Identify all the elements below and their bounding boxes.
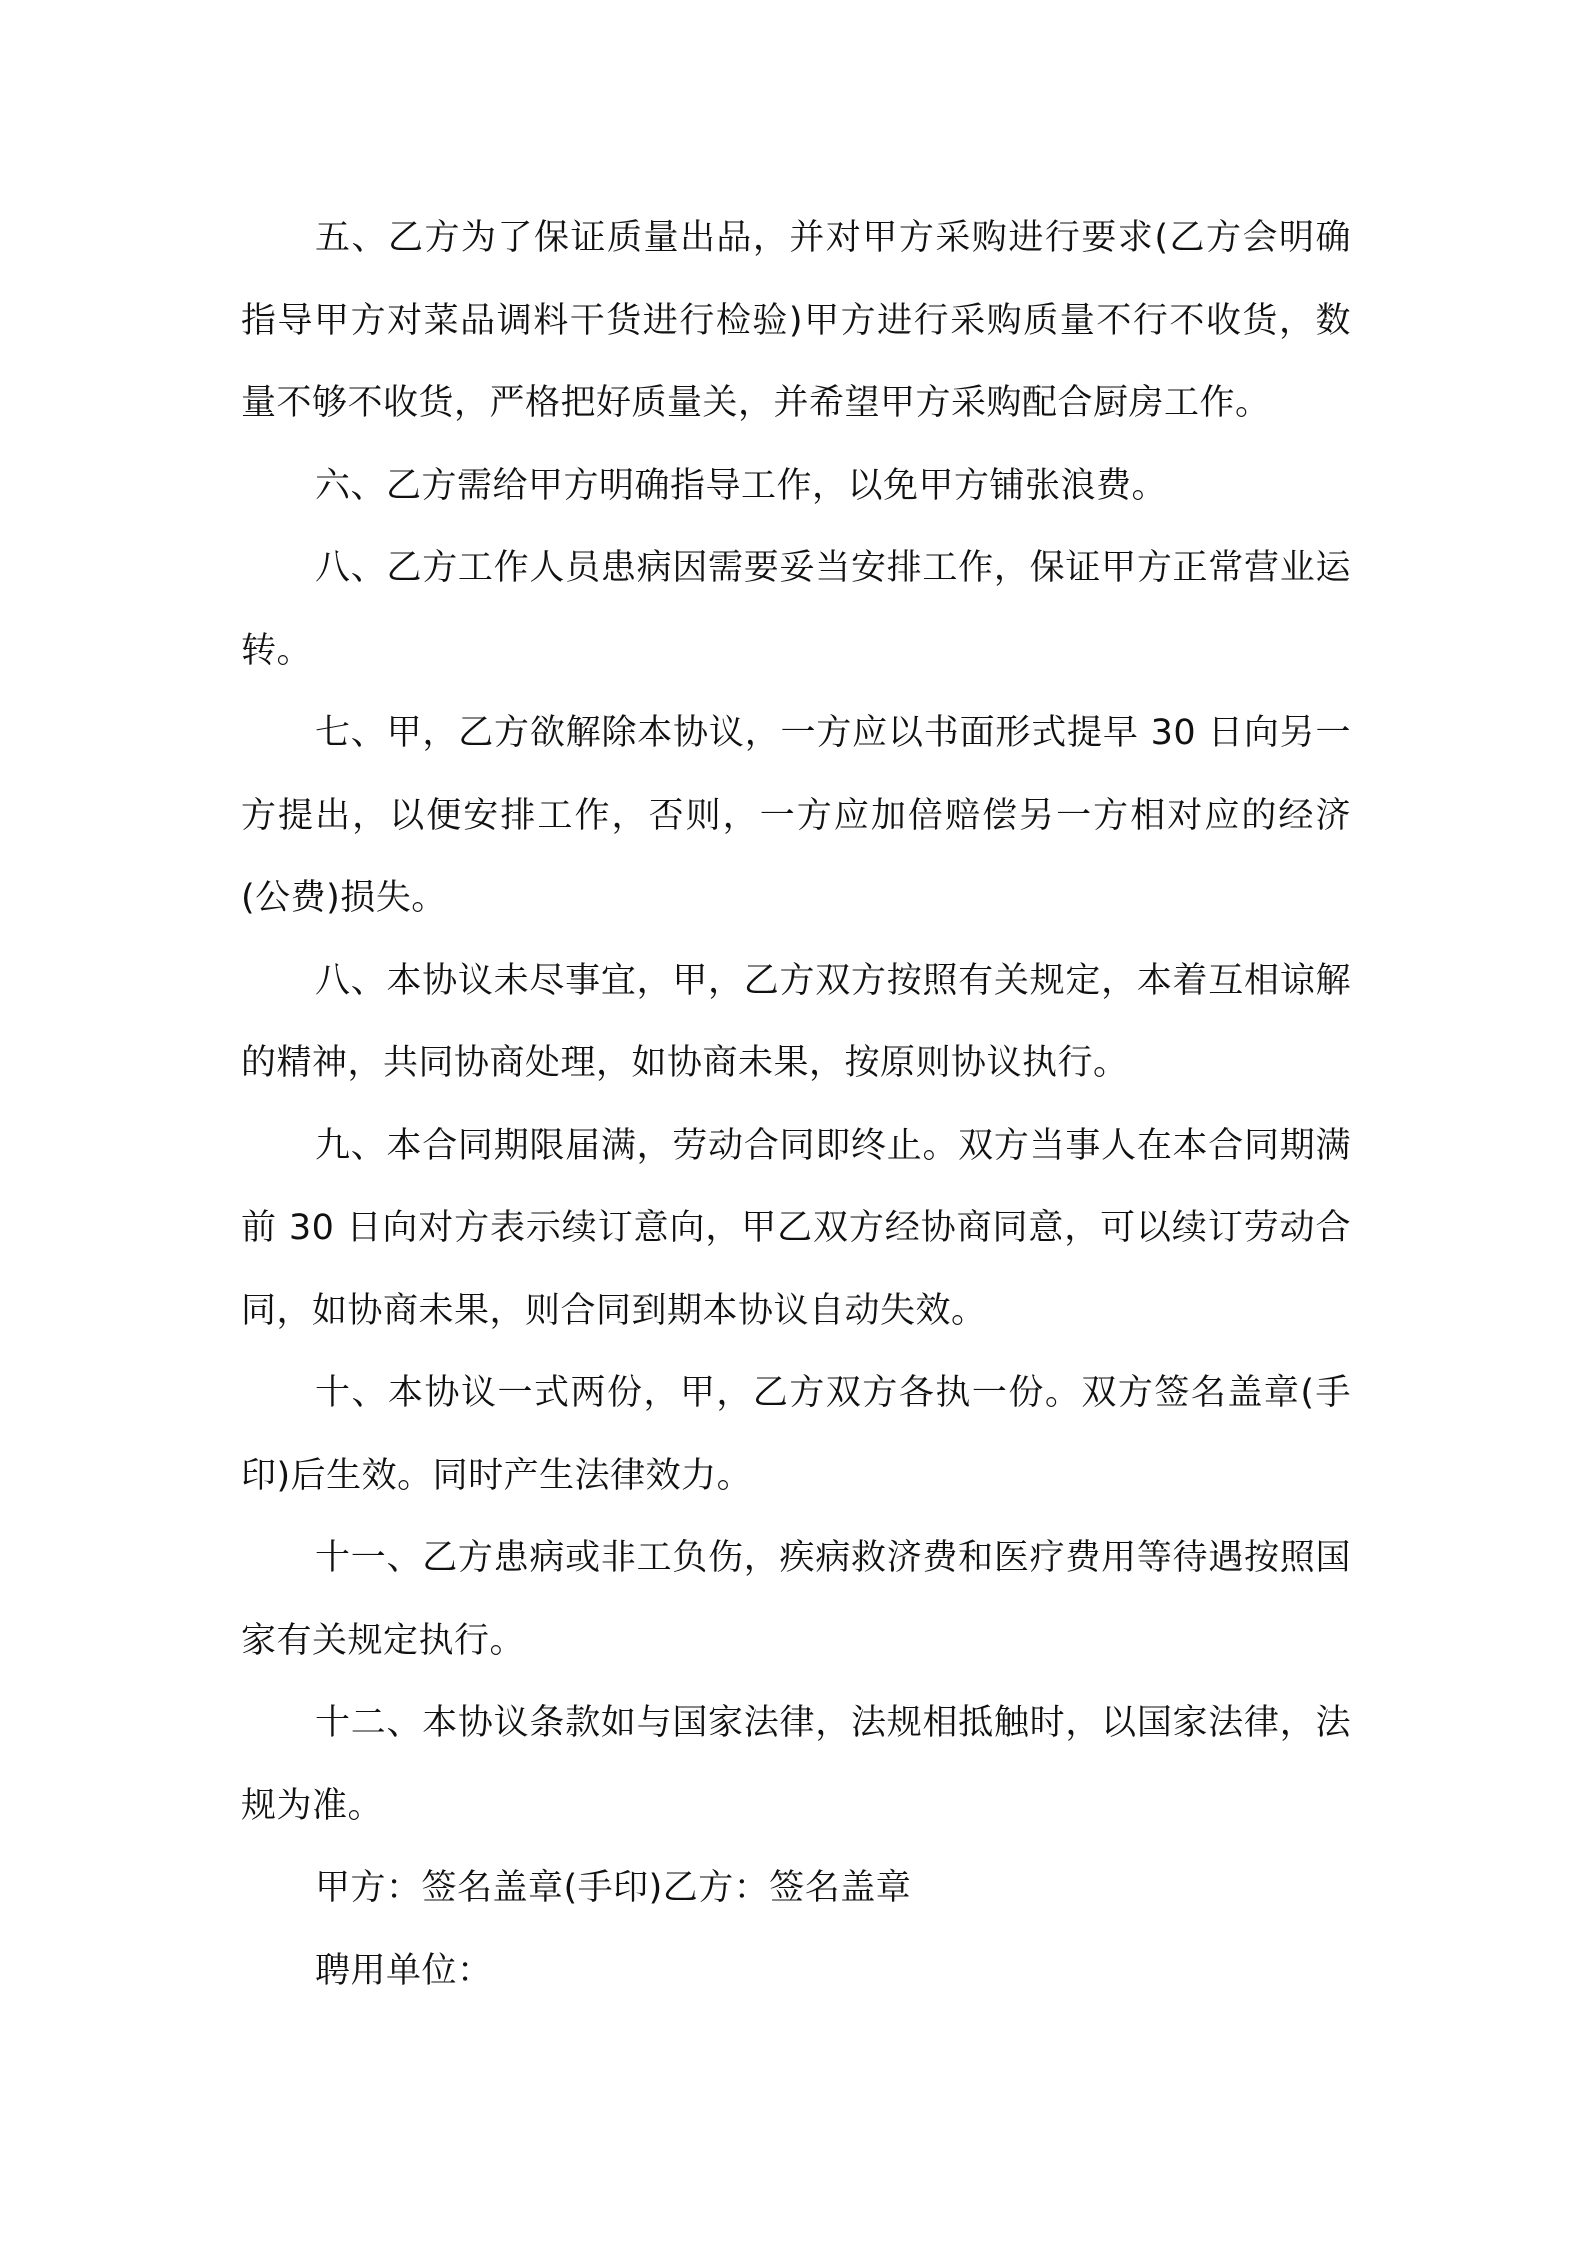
clause-12: 十二、本协议条款如与国家法律，法规相抵触时，以国家法律，法规为准。: [241, 1703, 1351, 1826]
signature-line: 甲方：签名盖章(手印)乙方：签名盖章: [315, 1868, 912, 1908]
clause-8-staff: 八、乙方工作人员患病因需要妥当安排工作，保证甲方正常营业运转。: [241, 548, 1351, 671]
clause-5: 五、乙方为了保证质量出品，并对甲方采购进行要求(乙方会明确指导甲方对菜品调料干货进行检验)甲方进行采购质量不行不收货，数量不够不收货，严格把好质量关，并希望甲方采购配合厨房工作。: [241, 218, 1351, 423]
clause-10: 十、本协议一式两份，甲，乙方双方各执一份。双方签名盖章(手印)后生效。同时产生法律效力。: [241, 1373, 1351, 1496]
clause-11: 十一、乙方患病或非工负伤，疾病救济费和医疗费用等待遇按照国家有关规定执行。: [241, 1538, 1351, 1661]
clause-8: 八、本协议未尽事宜，甲，乙方双方按照有关规定，本着互相谅解的精神，共同协商处理，如协商未果，按原则协议执行。: [241, 960, 1351, 1083]
clause-6: 六、乙方需给甲方明确指导工作，以免甲方铺张浪费。: [315, 465, 1168, 506]
employer-line: 聘用单位：: [315, 1950, 493, 1991]
document-body: [241, 197, 1351, 2012]
clause-7: 七、甲，乙方欲解除本协议，一方应以书面形式提早 30 日向另一方提出，以便安排工作，否则，一方应加倍赔偿另一方相对应的经济(公费)损失。: [241, 713, 1351, 918]
clause-9: 九、本合同期限届满，劳动合同即终止。双方当事人在本合同期满前 30 日向对方表示续订意向，甲乙双方经协商同意，可以续订劳动合同，如协商未果，则合同到期本协议自动失效。: [241, 1125, 1351, 1331]
